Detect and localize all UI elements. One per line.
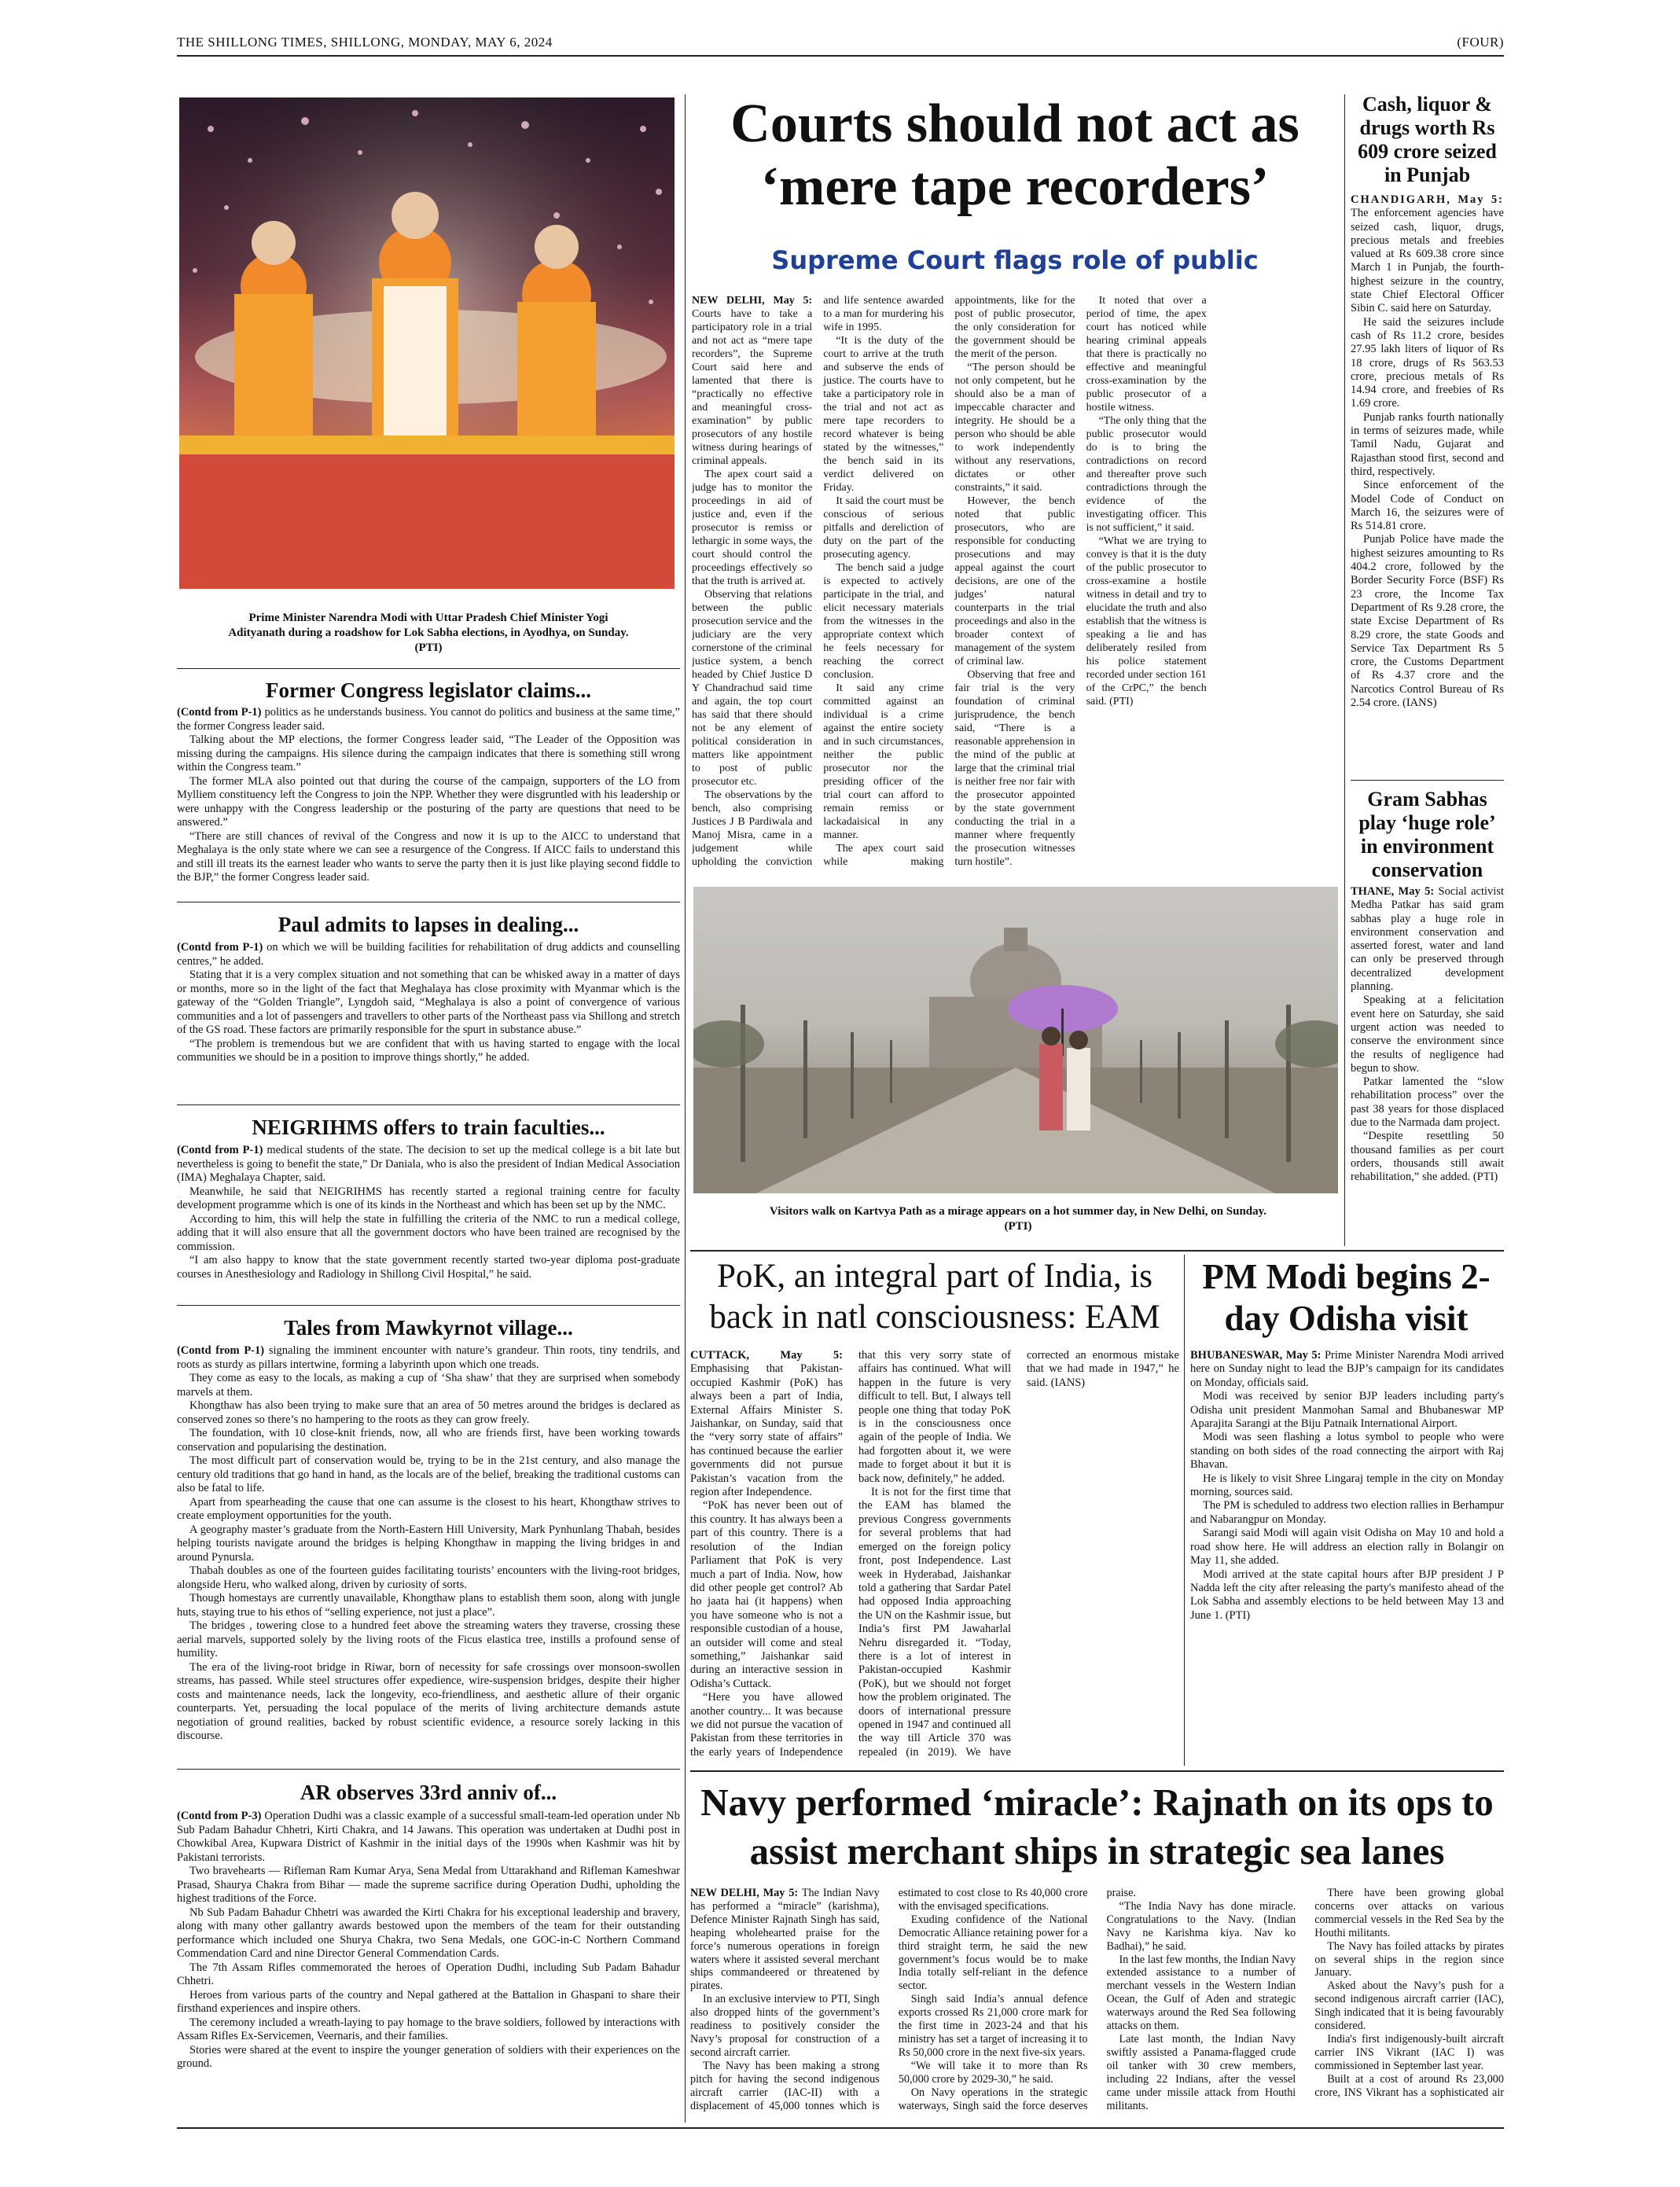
- navy-para: India's first indigenously-built aircraft carrier INS Vikrant (IAC I) was commissioned in September last year.: [1314, 2032, 1504, 2072]
- tales-contd: (Contd from P-1): [177, 1344, 265, 1357]
- courts-dateline: NEW DELHI, May 5:: [692, 295, 813, 307]
- punjab-body: [1351, 193, 1504, 710]
- gram-para: Social activist Medha Patkar has said gram sabhas play a huge role in environment conservation and asserted forest, water and land can only be preserved through decentralized development planning.: [1351, 885, 1504, 994]
- neigrihms-body: [177, 1144, 680, 1281]
- tales-story: [177, 1311, 680, 1763]
- paul-contd: (Contd from P-1): [177, 941, 263, 954]
- col1-rule-a: [177, 668, 680, 669]
- courts-para: The apex court said while making appointments, like for the post of public prosecutor, the only consideration for the government should be the merit of the person.: [823, 295, 1075, 868]
- congress-title: Former Congress legislator claims...: [266, 678, 591, 702]
- mid-rule: [690, 1250, 1504, 1252]
- courts-para: Courts have to take a participatory role in a trial and not act as “mere tape recorders”, the Supreme Court said here and lamented that there is “practically no effective and meaningful cross-examination” by public prosecutors of any hostile witness during hearings of criminal appeals.: [692, 308, 813, 467]
- gram-dateline: THANE, May 5:: [1351, 885, 1435, 898]
- navy-body: [690, 1887, 1504, 2121]
- ar-body: [177, 1810, 680, 2071]
- footer-rule: [177, 2127, 1504, 2129]
- pok-para: Emphasising that Pakistan-occupied Kashmir (PoK) has always been a part of India, External Affairs Minister S. Jaishankar, on Sunday, said that the “very sorry state of affairs” has continued because the earlier governments did not pursue Pakistan’s vacation from the region after Independence.: [690, 1362, 843, 1499]
- punjab-para: The enforcement agencies have seized cash, liquor, drugs, precious metals and freebies valued at Rs 609.38 crore since March 1 in Punjab, the fourth-highest seizure in the country, state Chief Electoral Officer Sibin C. said here on Saturday.: [1351, 207, 1504, 315]
- congress-para: “There are still chances of revival of the Congress and now it is up to the AICC to understand that Meghalaya is the only state where we can see a resurgence of the Congress. If AICC fails to understand this and still ill treats its the earnest leader who wants to serve the party then it is just like playing second fiddle to the BJP,” the former Congress leader said.: [177, 829, 680, 884]
- gram-para: Patkar lamented the “slow rehabilitation process” over the past 38 years for those displaced due to the Narmada dam project.: [1351, 1075, 1504, 1130]
- tales-para: The most difficult part of conservation would be, trying to be in the 21st century, and also manage the century old traditions that go hand in hand, as the locals are of the belief, breaking the traditional customs can also be fatal to life.: [177, 1454, 680, 1494]
- navy-headline: Navy performed ‘miracle’: Rajnath on its ops to assist merchant ships in strategic sea lanes: [700, 1781, 1494, 1873]
- courts-para: The apex court said a judge has to monitor the proceedings in aid of justice and, even if the prosecutor is remiss or lethargic in some ways, the court should control the proceedings effectively so that the truth is arrived at.: [692, 469, 813, 587]
- pok-body: [690, 1349, 1179, 1762]
- kartvya-path-photo: [693, 887, 1338, 1193]
- header-rule: [177, 55, 1504, 57]
- gram-story: [1351, 788, 1504, 1246]
- ar-title: AR observes 33rd anniv of...: [300, 1781, 557, 1804]
- pok-headline: PoK, an integral part of India, is back in natl consciousness: EAM: [709, 1258, 1160, 1336]
- navy-para: There have been growing global concerns over attacks on various commercial vessels in the Red Sea by the Houthi militants.: [1314, 1887, 1504, 1939]
- punjab-para: Since enforcement of the Model Code of Conduct on March 16, the seizures were of Rs 514.81 crore.: [1351, 479, 1504, 533]
- punjab-para: Punjab ranks fourth nationally in terms of seizures made, while Tamil Nadu, Gujarat and Rajasthan stood first, second and third, respectively.: [1351, 410, 1504, 478]
- punjab-para: Punjab Police have made the highest seizures amounting to Rs 404.2 crore, followed by the Border Security Force (BSF) Rs 23 crore, the Income Tax Department of Rs 9.28 crore, the state Excise Department of Rs 8.29 crore, the state Goods and Service Tax Department Rs 5 crore, the Customs Department of Rs 4.37 crore and the Narcotics Control Bureau of Rs 2.54 crore. (IANS): [1351, 533, 1504, 709]
- courts-para: The bench said a judge is expected to actively participate in the trial, and elicit necessary materials from the witnesses in the appropriate context which he feels necessary for reaching the correct conclusion.: [823, 562, 944, 681]
- odisha-para: Modi was received by senior BJP leaders including party's Odisha unit president Manmohan Samal and Bhubaneswar MP Aparajita Sarangi at the Biju Patnaik International Airport.: [1190, 1390, 1504, 1431]
- neigrihms-para: “I am also happy to know that the state government recently started two-year diploma post-graduate courses in Anesthesiology and Radiology in Shillong Civil Hospital,” he said.: [177, 1254, 680, 1281]
- courts-para: It said the court must be conscious of serious pitfalls and dereliction of duty on the part of the prosecuting agency.: [823, 495, 944, 561]
- page-header: [177, 30, 1504, 53]
- navy-para: The Navy has foiled attacks by pirates on several ships in the region since January.: [1314, 1939, 1504, 1979]
- ar-contd: (Contd from P-3): [177, 1810, 262, 1822]
- punjab-story: [1351, 93, 1504, 769]
- navy-dateline: NEW DELHI, May 5:: [690, 1887, 799, 1899]
- neigrihms-para: Meanwhile, he said that NEIGRIHMS has recently started a regional training centre for faculty development programme which is one of its kinds in the Northeast and which has been set up by the NMC.: [177, 1185, 680, 1211]
- neigrihms-story: [177, 1111, 680, 1299]
- tales-para: A geography master’s graduate from the North-Eastern Hill University, Mark Pynhunlang Thabah, besides helping tourists navigate around the bridges is helping Khongthaw in mapping the living bridges in and around Pynursla.: [177, 1523, 680, 1564]
- odisha-body: [1190, 1349, 1504, 1762]
- congress-para: The former MLA also pointed out that during the course of the campaign, supporters of the LO from Mylliem constituency left the Congress to join the NPP. Whether they were disgruntled with his leadership or were unhappy with the Congress leadership or the posturing of the party are questions that need to be answered.”: [177, 774, 680, 829]
- congress-para: Talking about the MP elections, the former Congress leader said, “The Leader of the Opposition was missing during the campaigns. His silence during the campaign indicates that there is something still wrong within the Congress team.”: [177, 733, 680, 774]
- paul-body: [177, 941, 680, 1065]
- navy-para: “The India Navy has done miracle. Congratulations to the Navy. (Indian Navy ne Karishma kiya. Nav ko Badhai),” he said.: [1106, 1899, 1296, 1953]
- tales-para: Apart from spearheading the cause that one can assume is the closest to his heart, Khongthaw strives to create employment opportunities for the youth.: [177, 1495, 680, 1522]
- tales-para: The foundation, with 10 close-knit friends, now, all who are friends first, have been working towards conservation and popularising the destination.: [177, 1427, 680, 1454]
- odisha-dateline: BHUBANESWAR, May 5:: [1190, 1349, 1322, 1362]
- courts-para: However, the bench noted that public prosecutors, who are responsible for conducting prosecutions and may appeal against the court decisions, are one of the judges’ natural counterparts in the trial proceedings and also in the broader context of management of the system of criminal law.: [954, 495, 1075, 667]
- congress-body: [177, 706, 680, 885]
- ar-para: Stories were shared at the event to inspire the younger generation of soldiers with their experiences on the ground.: [177, 2043, 680, 2070]
- neigrihms-para: According to him, this will help the state in fulfilling the criteria of the NMC to run a medical college, adding that it will also ensure that all the government doctors who have been trained are recognised by the commission.: [177, 1212, 680, 1253]
- col-divider-left: [685, 94, 686, 2123]
- courts-body: [692, 294, 1338, 880]
- congress-para: politics as he understands business. You cannot do politics and business at the same time,” the former Congress leader said.: [177, 706, 680, 733]
- navy-para: “We will take it to more than Rs 50,000 crore by 2029-30,” he said.: [898, 2059, 1088, 2086]
- ar-para: The 7th Assam Rifles commemorated the heroes of Operation Dudhi, including Sub Padam Bahadur Chhetri.: [177, 1961, 680, 1987]
- ar-para: Operation Dudhi was a classic example of a successful small-team-led operation under Nb Sub Padam Bahadur Chhetri, Kirti Chakra, and 14 Jawans. This operation was undertaken at Dudhi post in Chowkibal Area, Kupwara District of Kashmir in the initial days of the 1990s when Kashmir was hit by Pakistani terrorists.: [177, 1810, 680, 1864]
- roadshow-illustration: [179, 97, 675, 589]
- courts-para: “It is the duty of the court to arrive at the truth and subserve the ends of justice. The courts have to take a participatory role in the trial and not act as mere tape recorders to record whatever is being stated by the witnesses,” the bench said in its verdict delivered on Friday.: [823, 335, 944, 494]
- congress-story: [177, 674, 680, 895]
- tales-title: Tales from Mawkyrnot village...: [284, 1316, 573, 1340]
- congress-contd: (Contd from P-1): [177, 706, 262, 719]
- gram-headline: Gram Sabhas play ‘huge role’ in environment conservation: [1358, 788, 1496, 881]
- navy-para: In the last few months, the Indian Navy extended assistance to a number of merchant vessels in the Western Indian Ocean, the Gulf of Aden and strategic waterways around the Red Sea following attacks on them.: [1106, 1953, 1296, 2033]
- courts-para: The observations by the bench, also comprising Justices J B Pardiwala and Manoj Misra, came in a judgement while upholding the conviction and life sentence awarded to a man for murdering his wife in 1995.: [692, 295, 944, 868]
- neigrihms-para: medical students of the state. The decision to set up the medical college is a bit late but nevertheless is going to benefit the state,” Dr Daniala, who is also the president of Indian Medical Association (IMA) Meghalaya Chapter, said.: [177, 1144, 680, 1184]
- navy-para: The Indian Navy has performed a “miracle” (karishma), Defence Minister Rajnath Singh has said, heaping wholehearted praise for the force’s numerous operations in foreign waters where it assisted several merchant ships commandeered or threatened by pirates.: [690, 1887, 880, 1993]
- punjab-headline: Cash, liquor & drugs worth Rs 609 crore seized in Punjab: [1358, 93, 1497, 186]
- ar-para: The ceremony included a wreath-laying to pay homage to the brave soldiers, followed by interactions with Assam Rifles Ex-Servicemen, Veernaris, and their families.: [177, 2016, 680, 2042]
- roadshow-caption: Prime Minister Narendra Modi with Uttar Pradesh Chief Minister Yogi Adityanath during a roadshow for Lok Sabha elections, in Ayodhya, on Sunday. (PTI): [228, 612, 629, 654]
- navy-para: The Navy has been making a strong pitch for having the second indigenous aircraft carrier (IAC-II) with a displacement of 45,000 tonnes which is estimated to cost close to Rs 40,000 crore with the envisaged specifications.: [690, 1887, 1088, 2112]
- courts-subheadline: Supreme Court flags role of public: [771, 245, 1259, 275]
- neigrihms-title: NEIGRIHMS offers to train faculties...: [252, 1116, 605, 1139]
- courts-para: Observing that free and fair trial is the very foundation of criminal jurisprudence, the bench said, “There is a reasonable apprehension in the mind of the public at large that the criminal trial is neither free nor fair with the prosecutor appointed by the state government conducting the trial in a manner where frequently the prosecution witnesses turn hostile”.: [954, 669, 1075, 868]
- courts-para: “The only thing that the public prosecutor would do is to bring the contradictions on record and thereafter prove such contradictions through the evidence of the investigating officer. This is not sufficient,” it said.: [1086, 415, 1207, 534]
- navy-rule: [690, 1770, 1504, 1772]
- courts-para: It noted that over a period of time, the apex court has noticed while hearing criminal appeals that there is practically no effective and meaningful cross-examination by the public prosecutor of a hostile witness.: [1086, 295, 1207, 414]
- ar-para: Nb Sub Padam Bahadur Chhetri was awarded the Kirti Chakra for his exceptional leadership and bravery, along with many other gallantry awards bestowed upon the members of the team for their outstanding performance which included one Shurya Chakra, two Sena Medals, one GOC-in-C Northern Command Commendation Card and nine Director General Commendation Cards.: [177, 1906, 680, 1960]
- paul-para: “The problem is tremendous but we are confident that with us having started to engage with the local communities we should be in a position to improve things shortly,” he added.: [177, 1037, 680, 1064]
- odisha-para: Modi was seen flashing a lotus symbol to people who were standing on both sides of the road connecting the airport with Raj Bhavan.: [1190, 1431, 1504, 1472]
- navy-para: Exuding confidence of the National Democratic Alliance retaining power for a third straight term, he said the new government’s focus would be to make India totally self-reliant in the defence sector.: [898, 1913, 1088, 1993]
- navy-para: Asked about the Navy’s push for a second indigenous aircraft carrier (IAC), Singh indicated that it is being favourably considered.: [1314, 1979, 1504, 2033]
- courts-para: Observing that relations between the public prosecution service and the judiciary are the very cornerstone of the criminal justice system, a bench headed by Chief Justice D Y Chandrachud said time and again, the top court has said that there should not be any element of political consideration in matters like appointment to post of public prosecutor etc.: [692, 589, 813, 788]
- kartvya-caption: Visitors walk on Kartvya Path as a mirage appears on a hot summer day, in New Delhi, on Sunday. (PTI): [769, 1205, 1267, 1233]
- col1-rule-e: [177, 1769, 680, 1770]
- courts-headline: Courts should not act as ‘mere tape recorders’: [730, 94, 1300, 217]
- punjab-para: He said the seizures include cash of Rs 11.2 crore, besides 27.95 lakh liters of liquor of Rs 18 crore, drugs of Rs 563.53 crore, precious metals of Rs 14.94 crore, and freebies of Rs 1.69 crore.: [1351, 315, 1504, 410]
- navy-para: In an exclusive interview to PTI, Singh also dropped hints of the government’s readiness to positively consider the Navy’s proposal for construction of a second aircraft carrier.: [690, 1993, 880, 2059]
- courts-para: “The person should be not only competent, but he should also be a man of impeccable character and integrity. He should be a person who should be able to work independently without any reservations, dictates or other constraints,” it said.: [954, 362, 1075, 494]
- pok-dateline: CUTTACK, May 5:: [690, 1349, 843, 1362]
- navy-para: Built at a cost of around Rs 23,000 crore, INS Vikrant has a sophisticated air: [1314, 2072, 1504, 2099]
- paul-title: Paul admits to lapses in dealing...: [278, 913, 579, 936]
- navy-para: Late last month, the Indian Navy swiftly assisted a Panama-flagged crude oil tanker with 30 crew members, including 22 Indians, after the vessel came under missile attack from Houthi militants.: [1106, 2032, 1296, 2112]
- right-rule: [1351, 780, 1504, 781]
- neigrihms-contd: (Contd from P-1): [177, 1144, 263, 1156]
- courts-para: “What we are trying to convey is that it is the duty of the public prosecutor to cross-examine a hostile witness in detail and try to elucidate the truth and also establish that the witness is speaking a lie and has deliberately resiled from his police statement recorded under section 161 of the CrPC,” the bench said. (PTI): [1086, 535, 1207, 708]
- gram-para: Speaking at a felicitation event here on Saturday, she said urgent action was needed to conserve the environment since the results of negligence had begun to show.: [1351, 994, 1504, 1075]
- punjab-dateline: CHANDIGARH, May 5:: [1351, 193, 1504, 206]
- kartvya-illustration: [693, 887, 1338, 1193]
- roadshow-photo: [179, 97, 675, 589]
- odisha-headline: PM Modi begins 2-day Odisha visit: [1202, 1257, 1491, 1338]
- odisha-para: Sarangi said Modi will again visit Odisha on May 10 and hold a road show here. He will address an election rally in Bolangir on May 11, she added.: [1190, 1527, 1504, 1568]
- odisha-para: Modi arrived at the state capital hours after BJP president J P Nadda left the city after releasing the party's manifesto ahead of the Lok Sabha and assembly elections to be held between May 13 and June 1. (PTI): [1190, 1568, 1504, 1622]
- ar-para: Two bravehearts — Rifleman Ram Kumar Arya, Sena Medal from Uttarakhand and Rifleman Kameshwar Prasad, Shaurya Chakra from Bihar — made the supreme sacrifice during Operation Dudhi, upholding the highest traditions of the Force.: [177, 1865, 680, 1905]
- tales-para: They come as easy to the locals, as making a cup of ‘Sha shaw’ that they are surprised when somebody marvels at them.: [177, 1372, 680, 1399]
- navy-para: Singh said India’s annual defence exports crossed Rs 21,000 crore mark for the first time in 2023-24 and that his ministry has set a target of increasing it to Rs 50,000 crore in the next five-six years.: [898, 1993, 1088, 2059]
- col1-rule-d: [177, 1305, 680, 1306]
- tales-body: [177, 1344, 680, 1744]
- ar-para: Heroes from various parts of the country and Nepal gathered at the Battalion in Ghaspani to share their firsthand experiences and inspire others.: [177, 1988, 680, 2015]
- odisha-para: He is likely to visit Shree Lingaraj temple in the city on Monday morning, sources said.: [1190, 1472, 1504, 1499]
- paul-para: Stating that it is a very complex situation and not something that can be whisked away in a matter of days or months, more so in the light of the fact that Meghalaya has close proximity with Myanmar which is the gateway of the “Golden Triangle”, Lyngdoh said, “Meghalaya is also a point of convergence of various communities and a lot of passengers and travellers to other parts of the Northeast pass via Shillong and stretch of the GS road. These factors are primarily responsible for the spurt in substance abuse.”: [177, 969, 680, 1036]
- tales-para: Though homestays are currently unavailable, Khongthaw plans to establish them soon, along with jungle huts, staying true to his ethos of “selling experience, not just a place”.: [177, 1592, 680, 1619]
- pok-para: “Here you have allowed another country... It was because we did not pursue the vacation of Pakistan from these territories in the early years of Independence that this very sorry state of affairs has continued. What will happen in the future is very difficult to tell. But, I always tell people one thing that today PoK is in the consciousness once again of the people of India. We had forgotten about it, we were made to forget about it but it is back now, definitely,” he added.: [690, 1349, 1011, 1759]
- col-divider-right: [1344, 94, 1345, 1246]
- tales-para: Thabah doubles as one of the fourteen guides facilitating tourists’ encounters with the living-root bridges, alongside Heru, who walked along, driven by curiosity of sorts.: [177, 1564, 680, 1591]
- odisha-para: The PM is scheduled to address two election rallies in Berhampur and Nabarangpur on Monday.: [1190, 1499, 1504, 1526]
- masthead-line: THE SHILLONG TIMES, SHILLONG, MONDAY, MAY 6, 2024: [177, 35, 553, 50]
- tales-para: signaling the imminent encounter with nature’s grandeur. Thin roots, tiny tendrils, and roots as sturdy as pillars intertwine, forming a labyrinth upon which one treads.: [177, 1344, 680, 1371]
- courts-para: It said any crime committed against an individual is a crime against the entire society and in such circumstances, neither the public prosecutor nor the presiding officer of the trial court can afford to remain remiss or lackadaisical in any manner.: [823, 682, 944, 841]
- paul-para: on which we will be building facilities for rehabilitation of drug addicts and counselling centres,” he added.: [177, 941, 680, 968]
- gram-para: “Despite resettling 50 thousand families as per court orders, thousands still await rehabilitation,” she added. (PTI): [1351, 1130, 1504, 1184]
- ar-story: [177, 1775, 680, 2121]
- tales-para: The bridges , towering close to a hundred feet above the streaming waters they traverse, crossing these aerial marvels, supported solely by the living roots of the Ficus elastica tree, instills a profound sense of humility.: [177, 1619, 680, 1660]
- pok-para: It is not for the first time that the EAM has blamed the previous Congress governments for several problems that had emerged on the foreign policy front, post Independence. Last week in Hyderabad, Jaishankar told a gathering that Sardar Patel had opposed India approaching the UN on the Kashmir issue, but India’s first PM Jawaharlal Nehru disregarded it. “Today, there is a lot of interest in Pakistan-occupied Kashmir (PoK), but we should not forget how the problem originated. The doors of international pressure opened in 1947 and continued all the way till Article 370 was repealed (in 2019). We have corrected an enormous mistake that we had made in 1947,” he said. (IANS): [858, 1349, 1179, 1759]
- page-number: (FOUR): [1457, 35, 1504, 50]
- pok-para: “PoK has never been out of this country. It has always been a part of this country. There is a resolution of the Indian Parliament that PoK is very much a part of India. Now, how did other people get control? Ab ho jaata hai (it happens) when you have someone who is not a responsible custodian of a house, an outsider will come and steal something,” Jaishankar said during an interactive session in Odisha’s Cuttack.: [690, 1499, 843, 1690]
- pok-odisha-divider: [1184, 1255, 1185, 1766]
- paul-story: [177, 908, 680, 1111]
- odisha-para: Prime Minister Narendra Modi arrived here on Sunday night to lead the BJP’s campaign for its candidates on Monday, officials said.: [1190, 1349, 1504, 1389]
- gram-body: [1351, 885, 1504, 1185]
- tales-para: Khongthaw has also been trying to make sure that an area of 50 metres around the bridges is declared as conserved zones so there’s no hampering to the roots as they can grow freely.: [177, 1399, 680, 1426]
- navy-para: On Navy operations in the strategic waterways, Singh said the force deserves praise.: [898, 1887, 1136, 2112]
- tales-para: The era of the living-root bridge in Riwar, born of necessity for safe crossings over monsoon-swollen streams, has passed. While steel structures offer expedience, wire-suspension bridges, despite their higher costs and maintenance needs, lack the longevity, eco-friendliness, and aesthetic allure of their organic counterparts. Yet, persuading the local populace of the merits of living architecture demands astute negotiation of ground realities, backed by robust scientific evidence, a resource sorely lacking in this discourse.: [177, 1660, 680, 1742]
